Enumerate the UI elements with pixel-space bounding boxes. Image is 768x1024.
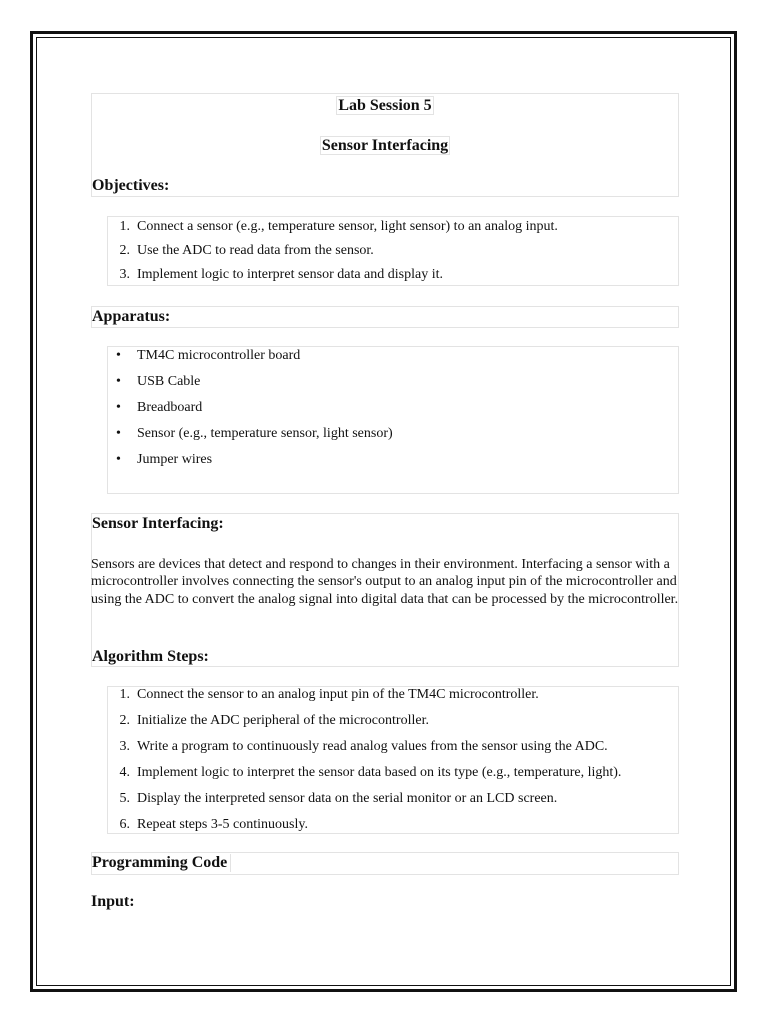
- apparatus-heading-box: [91, 306, 679, 328]
- apparatus-list: • TM4C microcontroller board • USB Cable • Breadboard • Sensor (e.g., temperature sensor, light sensor) • Jumper wires: [107, 346, 679, 494]
- input-heading: Input:: [91, 893, 135, 910]
- title-block: [91, 93, 679, 197]
- objectives-heading: Objectives:: [92, 177, 170, 194]
- algorithm-heading: Algorithm Steps:: [92, 648, 209, 665]
- programming-code-heading: Programming Code: [92, 854, 231, 872]
- page-subtitle: Sensor Interfacing: [321, 137, 449, 154]
- sensor-interfacing-paragraph: Sensors are devices that detect and respond to changes in their environment. Interfacing a sensor with a microcontroller involves connecting the sensor's output to an analog input pin of the microcontroller and using the ADC to convert the analog signal into digital data that can be processed by the microcontroller.: [91, 557, 679, 607]
- sensor-interfacing-heading: Sensor Interfacing:: [92, 515, 224, 532]
- programming-code-box: [91, 852, 679, 875]
- objectives-list: 1. Connect a sensor (e.g., temperature sensor, light sensor) to an analog input. 2. Use the ADC to read data from the sensor. 3. Implement logic to interpret sensor data and display it.: [107, 216, 679, 286]
- algorithm-list: 1. Connect the sensor to an analog input pin of the TM4C microcontroller. 2. Initialize the ADC peripheral of the microcontroller. 3. Write a program to continuously read analog values from the sensor using the ADC. 4. Implement logic to interpret the sensor data based on its type (e.g., temperature, light). 5. Display the interpreted sensor data on the serial monitor or an LCD screen. 6. Repeat steps 3-5 continuously.: [107, 686, 679, 834]
- apparatus-heading: Apparatus:: [92, 308, 171, 325]
- page-title: Lab Session 5: [338, 97, 432, 114]
